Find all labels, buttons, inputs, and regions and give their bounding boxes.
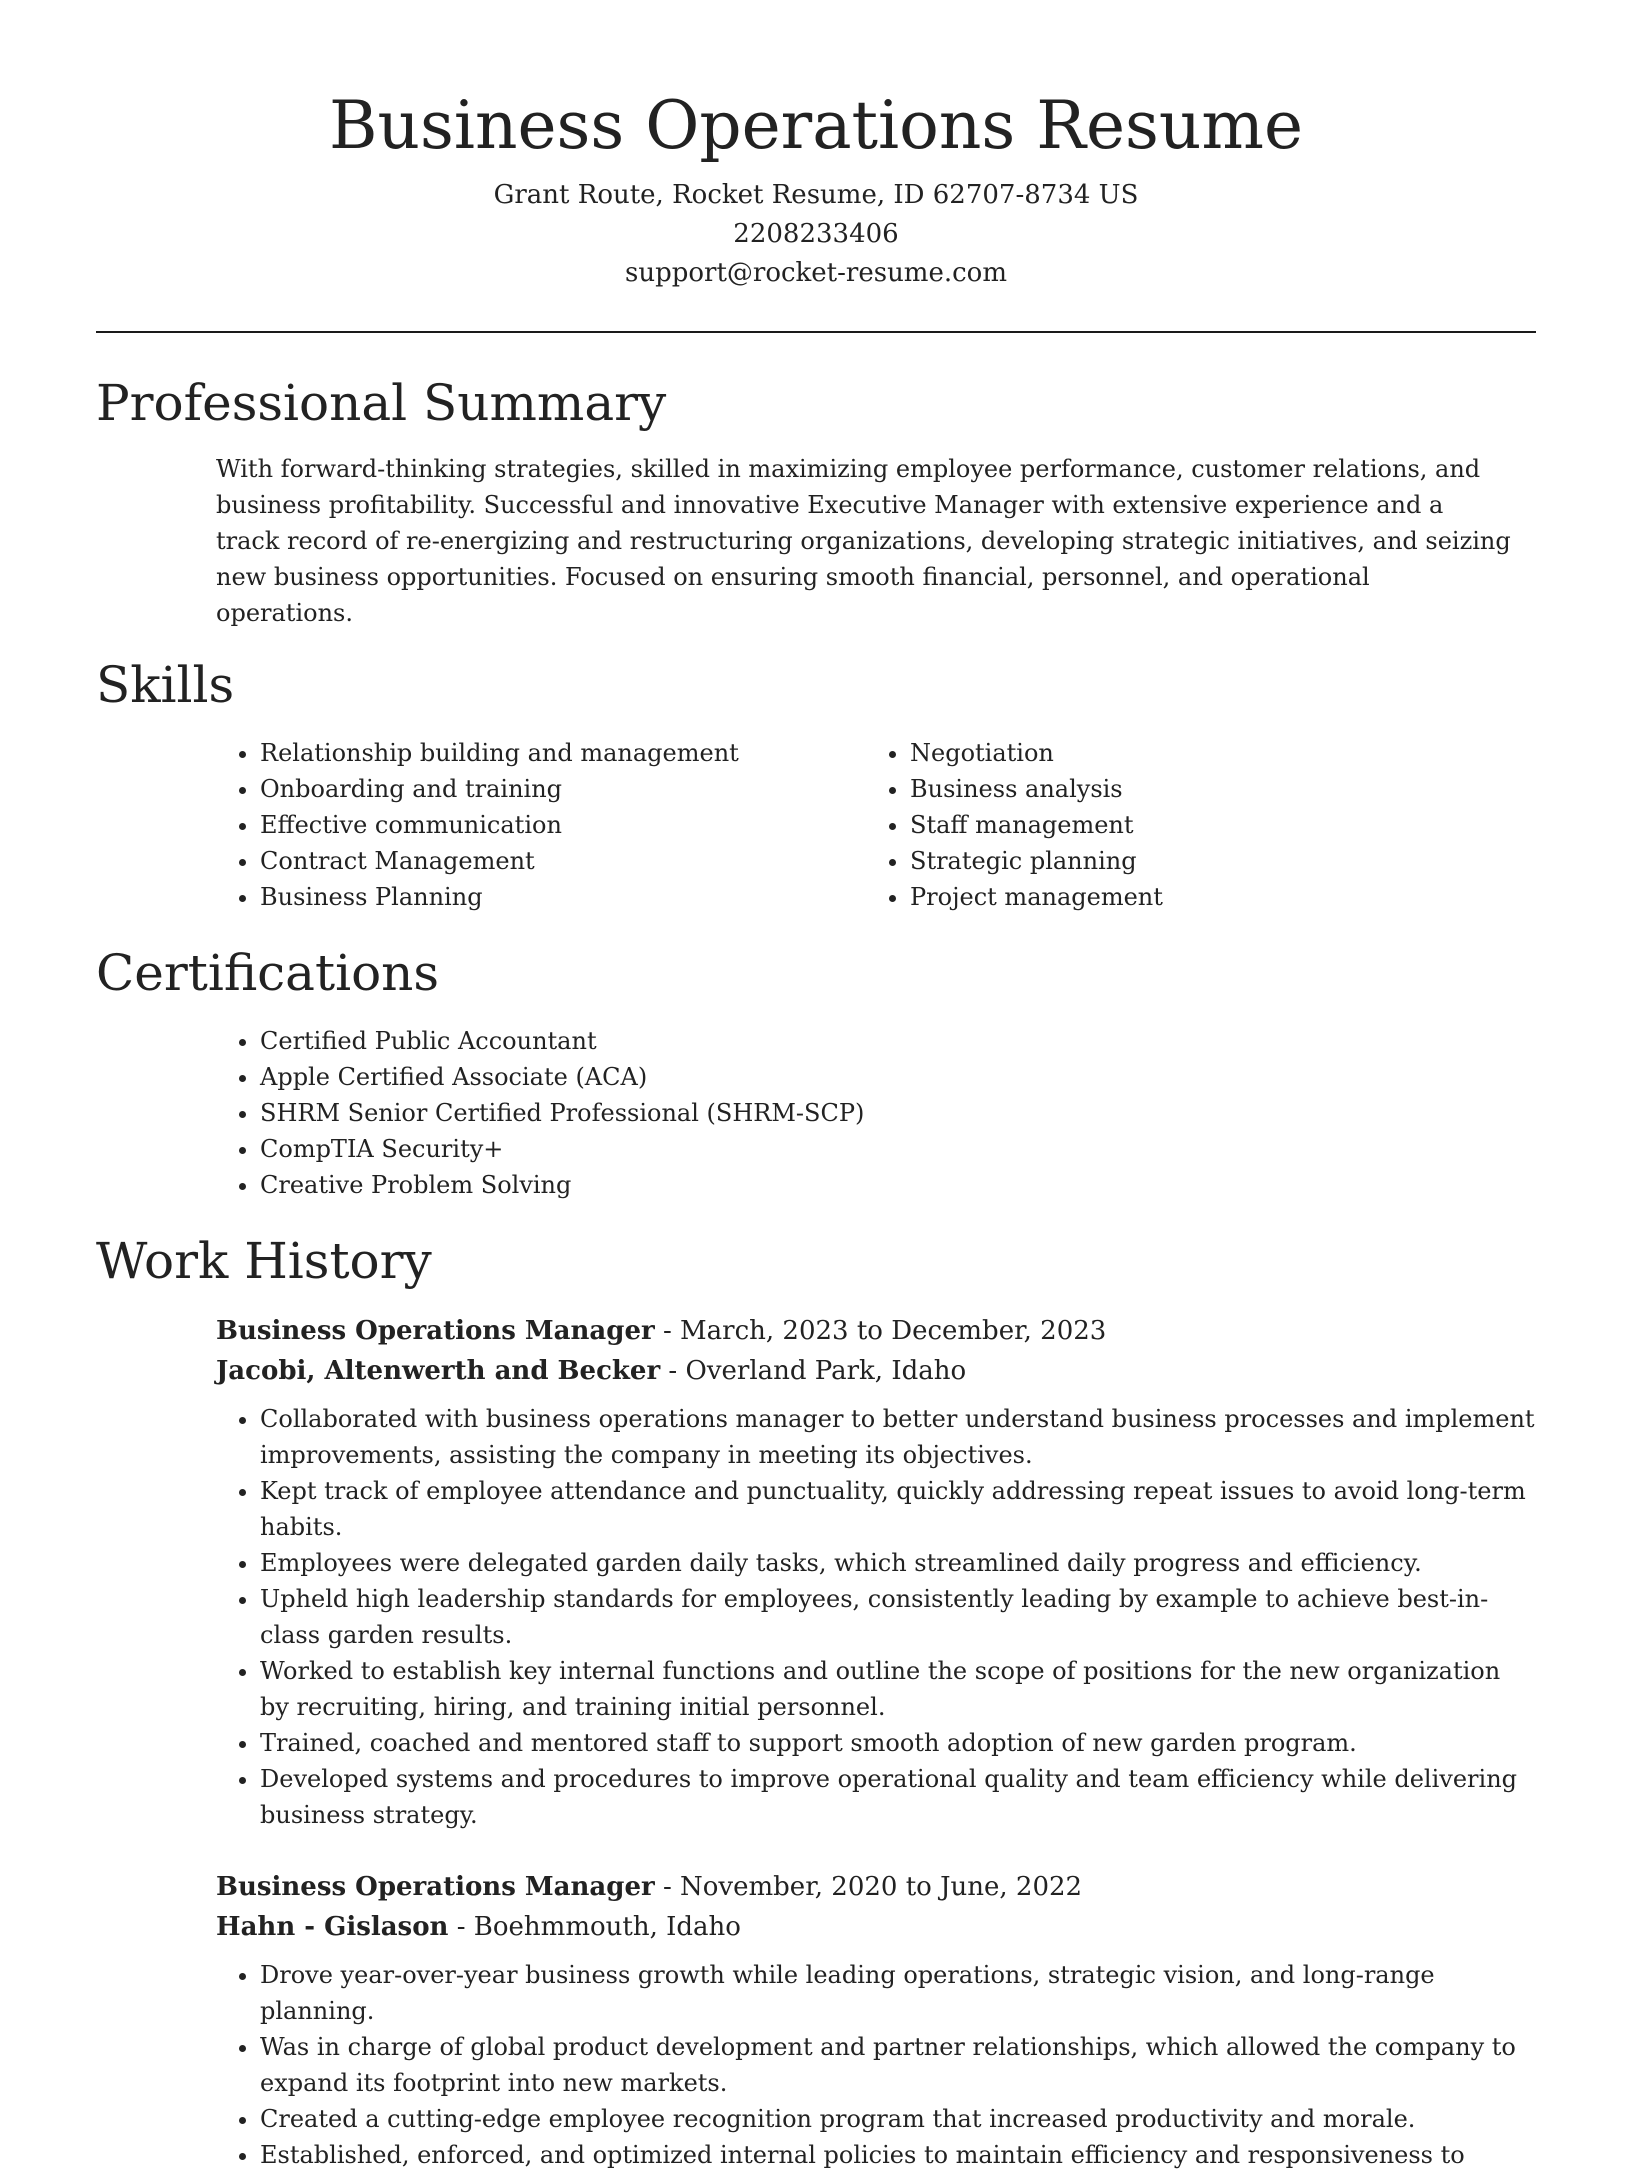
- job-bullet: • Established, enforced, and optimized internal policies to maintain efficiency and responsiveness to: [260, 2137, 1536, 2173]
- job-location: Overland Park, Idaho: [685, 1356, 967, 1386]
- job-bullet: • Upheld high leadership standards for employees, consistently leading by example to achieve best-in-class garden results.: [260, 1581, 1536, 1653]
- work-history-heading: Work History: [96, 1232, 432, 1290]
- job-separator: -: [448, 1912, 474, 1942]
- skill-item: • Contract Management: [260, 843, 866, 879]
- job-role: Business Operations Manager: [216, 1316, 655, 1346]
- certifications-heading: Certifications: [96, 944, 440, 1002]
- job-bullet: • Worked to establish key internal functions and outline the scope of positions for the new organization by recruiting, hiring, and training initial personnel.: [260, 1653, 1536, 1725]
- skill-item: • Relationship building and management: [260, 735, 866, 771]
- job-title-line: [216, 1867, 1536, 1907]
- skills-list-left: [216, 735, 866, 915]
- job-bullet: • Trained, coached and mentored staff to support smooth adoption of new garden program.: [260, 1725, 1536, 1761]
- skill-item: • Business Planning: [260, 879, 866, 915]
- job-separator: -: [660, 1356, 686, 1386]
- skill-item: • Onboarding and training: [260, 771, 866, 807]
- contact-email: support@rocket-resume.com: [624, 258, 1007, 288]
- resume-page: [96, 0, 1536, 2173]
- job-separator: -: [654, 1316, 681, 1346]
- certification-item: • Apple Certified Associate (ACA): [260, 1059, 1536, 1095]
- skill-item: • Staff management: [910, 807, 1516, 843]
- contact-block: [96, 176, 1536, 293]
- job-separator: -: [654, 1872, 681, 1902]
- job-bullets: [216, 1957, 1536, 2173]
- skills-grid: [216, 735, 1536, 915]
- certification-item: • Creative Problem Solving: [260, 1167, 1536, 1203]
- skill-item: • Negotiation: [910, 735, 1516, 771]
- job-location: Boehmmouth, Idaho: [473, 1912, 741, 1942]
- certifications-list: [216, 1023, 1536, 1203]
- job-company: Hahn - Gislason: [216, 1912, 449, 1942]
- job-entry: [216, 1867, 1536, 2173]
- job-entry: [216, 1311, 1536, 1833]
- certification-item: • SHRM Senior Certified Professional (SHRM-SCP): [260, 1095, 1536, 1131]
- contact-phone: 2208233406: [733, 219, 899, 249]
- skills-list-right: [866, 735, 1516, 915]
- job-company-line: [216, 1351, 1536, 1391]
- job-company-line: [216, 1907, 1536, 1947]
- certification-item: • CompTIA Security+: [260, 1131, 1536, 1167]
- summary-text: With forward-thinking strategies, skilled in maximizing employee performance, customer relations, and business profitability. Successful and innovative Executive Manager with extensive experience and a track record of re-energizing and restructuring organizations, developing strategic initiatives, and seizing new business opportunities. Focused on ensuring smooth financial, personnel, and operational operations.: [216, 455, 1511, 627]
- skill-item: • Effective communication: [260, 807, 866, 843]
- job-bullet: • Drove year-over-year business growth while leading operations, strategic vision, and long-range planning.: [260, 1957, 1536, 2029]
- header-divider: [96, 331, 1536, 333]
- resume-title: Business Operations Resume: [328, 87, 1304, 164]
- job-bullet: • Employees were delegated garden daily tasks, which streamlined daily progress and efficiency.: [260, 1545, 1536, 1581]
- job-bullet: • Kept track of employee attendance and punctuality, quickly addressing repeat issues to avoid long-term habits.: [260, 1473, 1536, 1545]
- job-dates: March, 2023 to December, 2023: [680, 1316, 1107, 1346]
- job-bullet: • Collaborated with business operations manager to better understand business processes and implement improvements, assisting the company in meeting its objectives.: [260, 1401, 1536, 1473]
- job-bullet: • Developed systems and procedures to improve operational quality and team efficiency while delivering business strategy.: [260, 1761, 1536, 1833]
- skill-item: • Business analysis: [910, 771, 1516, 807]
- skill-item: • Project management: [910, 879, 1516, 915]
- job-bullets: [216, 1401, 1536, 1833]
- skill-item: • Strategic planning: [910, 843, 1516, 879]
- job-bullet: • Was in charge of global product development and partner relationships, which allowed the company to expand its footprint into new markets.: [260, 2029, 1536, 2101]
- job-title-line: [216, 1311, 1536, 1351]
- job-company: Jacobi, Altenwerth and Becker: [216, 1356, 661, 1386]
- summary-heading: Professional Summary: [96, 374, 667, 432]
- certification-item: • Certified Public Accountant: [260, 1023, 1536, 1059]
- contact-address: Grant Route, Rocket Resume, ID 62707-8734 US: [493, 180, 1139, 210]
- job-role: Business Operations Manager: [216, 1872, 655, 1902]
- skills-heading: Skills: [96, 656, 235, 714]
- job-dates: November, 2020 to June, 2022: [680, 1872, 1083, 1902]
- job-bullet: • Created a cutting-edge employee recognition program that increased productivity and morale.: [260, 2101, 1536, 2137]
